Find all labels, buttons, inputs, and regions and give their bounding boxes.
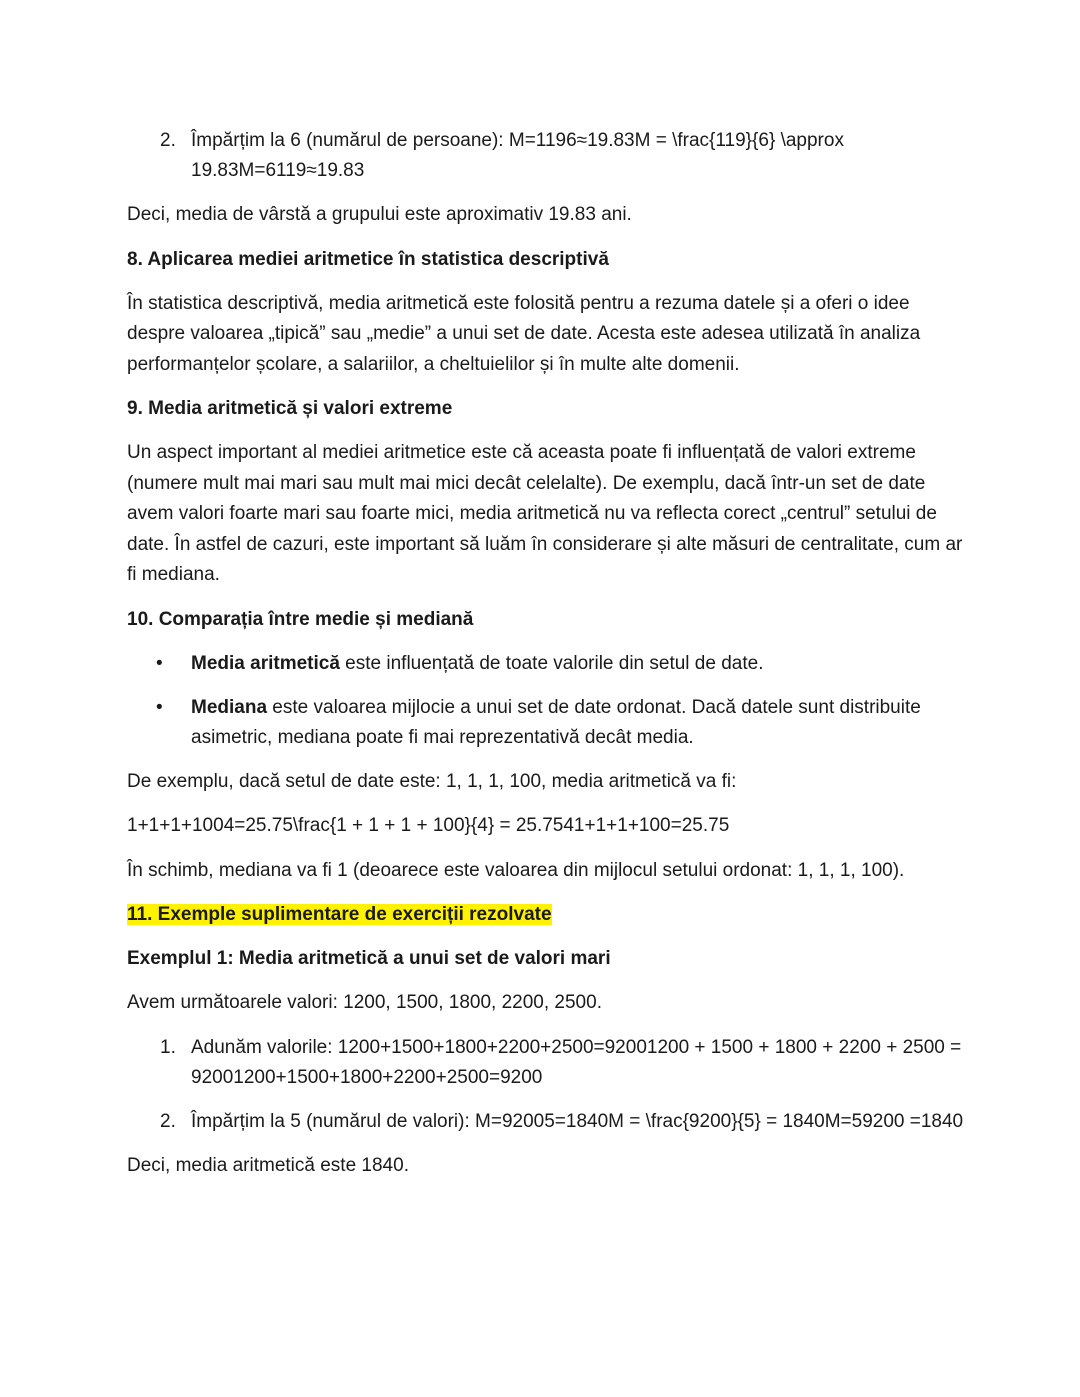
section-heading-8: 8. Aplicarea mediei aritmetice în statistica descriptivă: [127, 248, 609, 270]
section-heading-9: 9. Media aritmetică și valori extreme: [127, 398, 453, 419]
list-item: [127, 1107, 967, 1137]
bullet-item: [127, 693, 967, 753]
paragraph-values-intro: Avem următoarele valori: 1200, 1500, 1800, 2200, 2500.: [127, 992, 602, 1013]
paragraph-section-8: În statistica descriptivă, media aritmetică este folosită pentru a rezuma datele și a oferi o idee despre valoarea „tipică” sau „medie” a unui set de date. Acesta este adesea utilizată în analiza performanțelor școlare, a salariilor, a cheltuielilor și în multe alte domenii.: [127, 292, 921, 375]
paragraph-median-note: În schimb, mediana va fi 1 (deoarece este valoarea din mijlocul setului ordonat: 1, 1, 1, 100).: [127, 859, 905, 881]
paragraph-example-intro: De exemplu, dacă setul de date este: 1, 1, 1, 100, media aritmetică va fi:: [127, 770, 737, 792]
list-item: [127, 1033, 967, 1093]
list-number: 1.: [160, 1036, 176, 1058]
bullet-term: Media aritmetică: [191, 652, 340, 674]
highlighted-heading: 11. Exemple suplimentare de exerciții rezolvate: [127, 904, 552, 925]
formula-line: 1+1+1+1004=25.75\frac{1 + 1 + 1 + 100}{4} = 25.7541+1+1+100=25.75: [127, 815, 730, 836]
list-item: [127, 126, 967, 186]
list-item-text: Împărțim la 6 (numărul de persoane): M=1196≈19.83M = \frac{119}{6} \approx 19.83M=6119≈19.83: [191, 130, 844, 181]
paragraph-section-9: Un aspect important al mediei aritmetice este că aceasta poate fi influențată de valori extreme (numere mult mai mari sau mult mai mici decât celelalte). De exemplu, dacă într-un set de date avem valori foarte mari sau foarte mici, media aritmetică nu va reflecta corect „centrul” setului de date. În astfel de cazuri, este important să luăm în considerare și alte măsuri de centralitate, cum ar fi mediana.: [127, 442, 963, 585]
bullet-icon: •: [156, 696, 163, 718]
list-item-text: Împărțim la 5 (numărul de valori): M=92005=1840M = \frac{9200}{5} = 1840M=59200 =1840: [191, 1110, 964, 1132]
bullet-text: este valoarea mijlocie a unui set de date ordonat. Dacă datele sunt distribuite asimetric, mediana poate fi mai reprezentativă decât media.: [191, 696, 921, 748]
bullet-item: [127, 649, 967, 679]
example-heading: Exemplul 1: Media aritmetică a unui set de valori mari: [127, 948, 611, 969]
bullet-icon: •: [156, 652, 163, 674]
bullet-term: Mediana: [191, 696, 268, 718]
paragraph-final-conclusion: Deci, media aritmetică este 1840.: [127, 1154, 409, 1176]
list-number: 2.: [160, 130, 176, 151]
bullet-text: este influențată de toate valorile din setul de date.: [339, 652, 764, 674]
document-page: [127, 126, 967, 1181]
section-heading-10: 10. Comparația între medie și mediană: [127, 608, 474, 630]
list-number: 2.: [160, 1110, 176, 1132]
paragraph-conclusion: Deci, media de vârstă a grupului este aproximativ 19.83 ani.: [127, 204, 632, 225]
section-heading-11: [127, 900, 967, 930]
list-item-text: Adunăm valorile: 1200+1500+1800+2200+2500=92001200 + 1500 + 1800 + 2200 + 2500 = 92001200+1500+1800+2200+2500=9200: [191, 1036, 962, 1088]
